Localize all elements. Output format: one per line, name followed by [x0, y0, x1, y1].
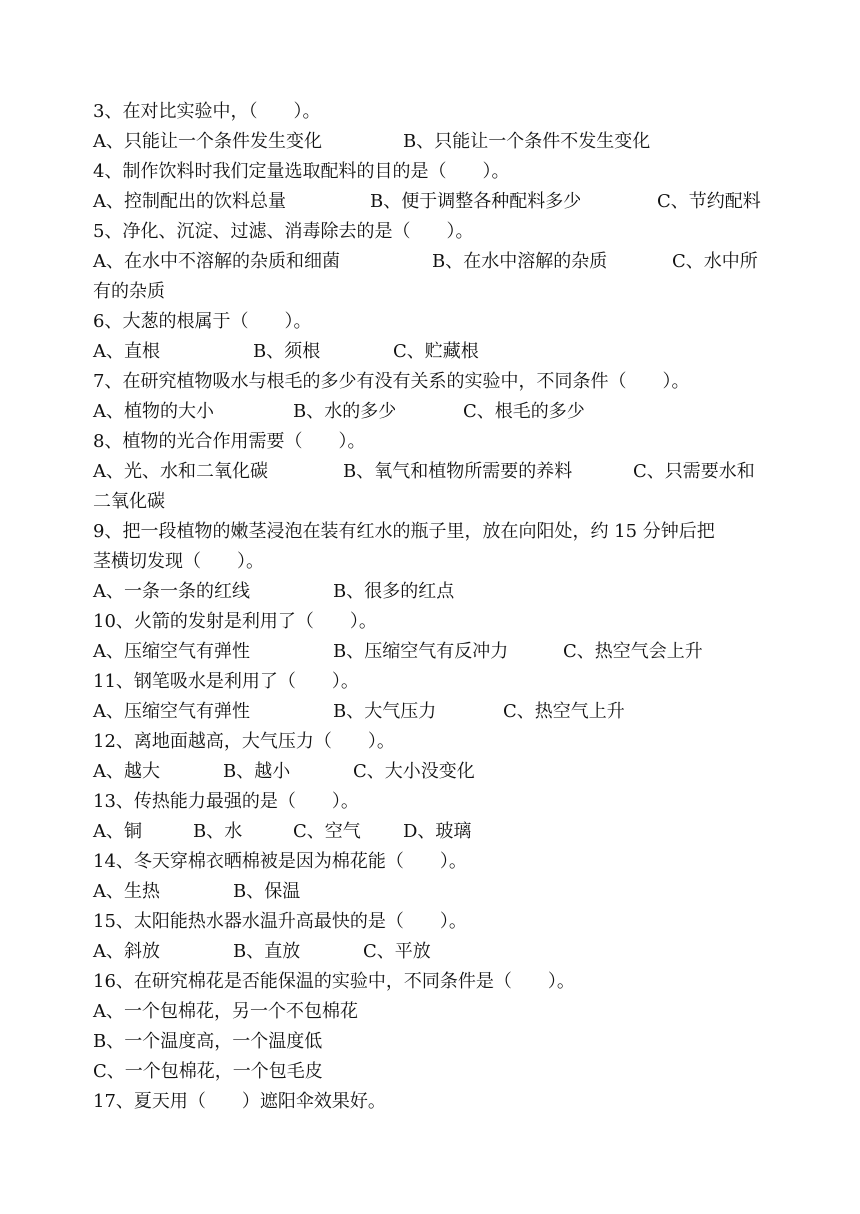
question-9-continued: 茎横切发现（ ）。: [93, 551, 264, 572]
option-b: B、直放: [233, 941, 301, 962]
options-9: [93, 577, 780, 607]
options-15: [93, 937, 780, 967]
options-3: [93, 127, 780, 157]
question-6: 6、大葱的根属于（ ）。: [93, 311, 312, 332]
option-c: C、热空气会上升: [563, 641, 703, 662]
option-b: B、越小: [223, 761, 291, 782]
option-a: A、控制配出的饮料总量: [93, 191, 286, 212]
options-11: [93, 697, 780, 727]
question-14: 14、冬天穿棉衣晒棉被是因为棉花能（ ）。: [93, 851, 467, 872]
options-13: [93, 817, 780, 847]
options-12: [93, 757, 780, 787]
option-c: C、节约配料: [657, 191, 761, 212]
options-8-continued: 二氧化碳: [93, 491, 165, 512]
option-a: A、铜: [93, 821, 142, 842]
option-a: A、生热: [93, 881, 160, 902]
option-a: A、越大: [93, 761, 160, 782]
options-5: [93, 247, 780, 277]
option-c: C、平放: [363, 941, 431, 962]
question-13: 13、传热能力最强的是（ ）。: [93, 791, 359, 812]
option-b: B、水的多少: [293, 401, 397, 422]
question-3: 3、在对比实验中，（ ）。: [93, 101, 321, 122]
option-b: B、压缩空气有反冲力: [333, 641, 509, 662]
options-5-continued: 有的杂质: [93, 281, 165, 302]
option-b: B、水: [193, 821, 243, 842]
question-10: 10、火箭的发射是利用了（ ）。: [93, 611, 377, 632]
option-b: B、很多的红点: [333, 581, 455, 602]
question-11: 11、钢笔吸水是利用了（ ）。: [93, 671, 359, 692]
question-16: 16、在研究棉花是否能保温的实验中，不同条件是（ ）。: [93, 971, 575, 992]
option-c: C、一个包棉花，一个包毛皮: [93, 1061, 323, 1082]
question-9: 9、把一段植物的嫩茎浸泡在装有红水的瓶子里，放在向阳处，约 15 分钟后把: [93, 521, 715, 542]
option-c: C、根毛的多少: [463, 401, 585, 422]
option-b: B、只能让一个条件不发生变化: [403, 131, 651, 152]
option-d: D、玻璃: [403, 821, 472, 842]
question-5: 5、净化、沉淀、过滤、消毒除去的是（ ）。: [93, 221, 474, 242]
option-a: A、压缩空气有弹性: [93, 641, 250, 662]
option-b: B、大气压力: [333, 701, 437, 722]
question-12: 12、离地面越高，大气压力（ ）。: [93, 731, 395, 752]
option-b: B、保温: [233, 881, 301, 902]
option-b: B、氧气和植物所需要的养料: [343, 461, 573, 482]
option-c: C、贮藏根: [393, 341, 479, 362]
options-8: [93, 457, 780, 487]
option-b: B、一个温度高，一个温度低: [93, 1031, 323, 1052]
question-15: 15、太阳能热水器水温升高最快的是（ ）。: [93, 911, 467, 932]
option-c: C、大小没变化: [353, 761, 475, 782]
options-4: [93, 187, 780, 217]
options-14: [93, 877, 780, 907]
question-17: 17、夏天用（ ）遮阳伞效果好。: [93, 1091, 386, 1112]
option-a: A、一个包棉花，另一个不包棉花: [93, 1001, 358, 1022]
option-c: C、热空气上升: [503, 701, 625, 722]
option-a: A、压缩空气有弹性: [93, 701, 250, 722]
option-b: B、在水中溶解的杂质: [432, 251, 608, 272]
question-8: 8、植物的光合作用需要（ ）。: [93, 431, 366, 452]
option-b: B、便于调整各种配料多少: [370, 191, 582, 212]
option-a: A、直根: [93, 341, 160, 362]
option-b: B、须根: [253, 341, 321, 362]
option-c: C、只需要水和: [633, 461, 755, 482]
option-a: A、斜放: [93, 941, 160, 962]
option-a: A、一条一条的红线: [93, 581, 250, 602]
options-6: [93, 337, 780, 367]
option-a: A、植物的大小: [93, 401, 214, 422]
question-4: 4、制作饮料时我们定量选取配料的目的是（ ）。: [93, 161, 510, 182]
option-c: C、空气: [293, 821, 361, 842]
options-10: [93, 637, 780, 667]
option-c: C、水中所: [672, 251, 758, 272]
question-7: 7、在研究植物吸水与根毛的多少有没有关系的实验中，不同条件（ ）。: [93, 371, 690, 392]
option-a: A、只能让一个条件发生变化: [93, 131, 322, 152]
option-a: A、在水中不溶解的杂质和细菌: [93, 251, 340, 272]
option-a: A、光、水和二氧化碳: [93, 461, 268, 482]
options-7: [93, 397, 780, 427]
